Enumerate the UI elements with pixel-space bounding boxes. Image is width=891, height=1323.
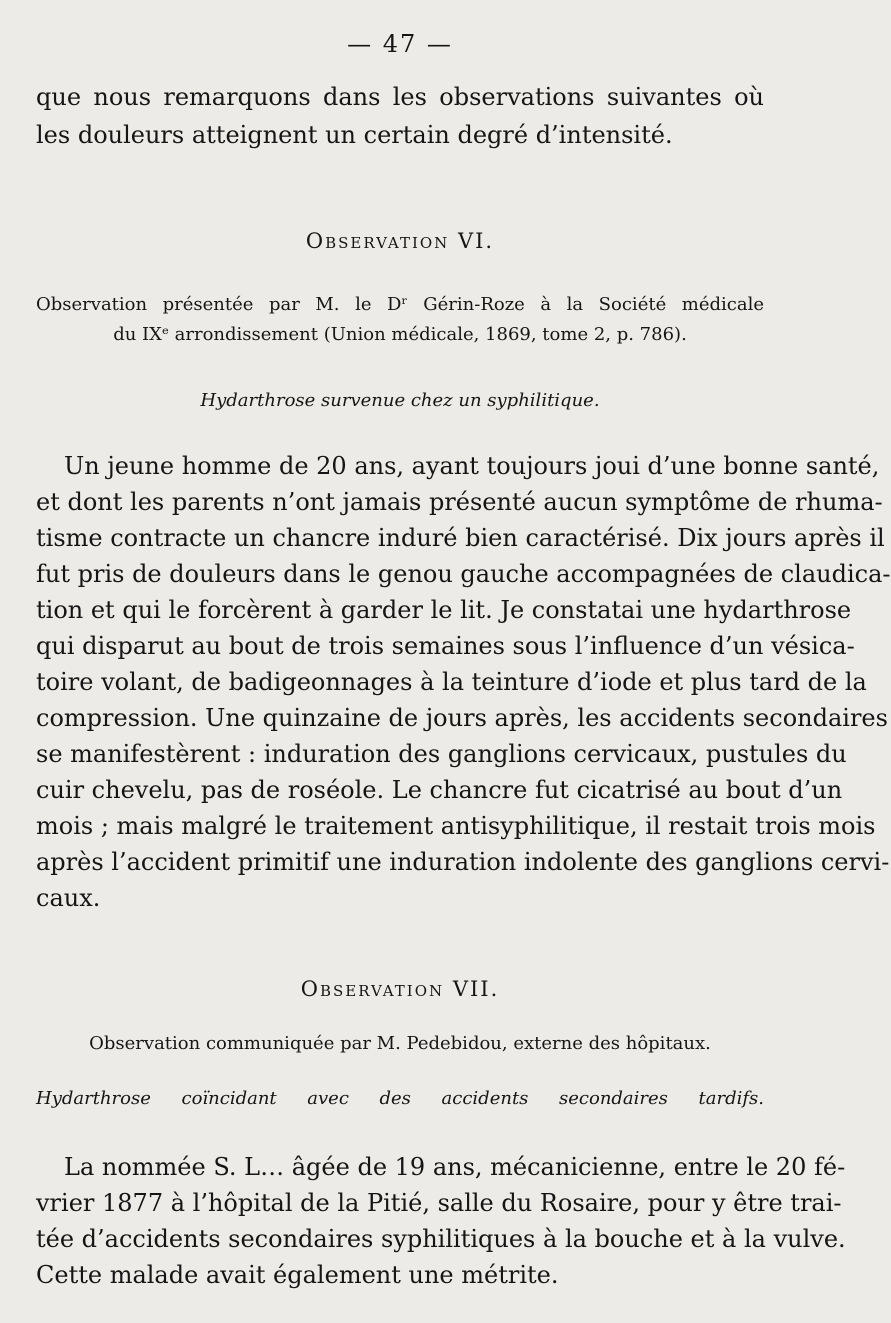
body-line: La nommée S. L… âgée de 19 ans, mécanicienne, entre le 20 fé-: [64, 1153, 846, 1181]
body-line: Cette malade avait également une métrite.: [36, 1261, 559, 1289]
body-line: caux.: [36, 884, 101, 912]
body-line: qui disparut au bout de trois semaines sous l’influence d’un vésica-: [36, 632, 855, 660]
body-line: tisme contracte un chancre induré bien caractérisé. Dix jours après il: [36, 524, 885, 552]
body-line: toire volant, de badigeonnages à la teinture d’iode et plus tard de la: [36, 668, 867, 696]
observation-7-subtitle: Hydarthrose coïncidant avec des accidents secondaires tardifs.: [36, 1088, 764, 1109]
body-line: et dont les parents n’ont jamais présenté aucun symptôme de rhuma-: [36, 488, 883, 516]
body-line: cuir chevelu, pas de roséole. Le chancre fut cicatrisé au bout d’un: [36, 776, 843, 804]
observation-6-source-line-2: du IXᵉ arrondissement (Union médicale, 1869, tome 2, p. 786).: [113, 324, 687, 345]
body-line: mois ; mais malgré le traitement antisyphilitique, il restait trois mois: [36, 812, 876, 840]
observation-6-source-line-1: Observation présentée par M. le Dʳ Gérin-Roze à la Société médicale: [36, 294, 764, 315]
intro-line-1: que nous remarquons dans les observations suivantes où: [36, 83, 764, 111]
body-line: compression. Une quinzaine de jours après, les accidents secondaires: [36, 704, 888, 732]
page-number: — 47 —: [347, 30, 453, 58]
intro-line-2: les douleurs atteignent un certain degré d’intensité.: [36, 121, 673, 149]
observation-7-heading: Observation VII.: [300, 977, 500, 1001]
body-line: vrier 1877 à l’hôpital de la Pitié, salle du Rosaire, pour y être trai-: [36, 1189, 842, 1217]
body-line: fut pris de douleurs dans le genou gauche accompagnées de claudica-: [36, 560, 891, 588]
body-line: tion et qui le forcèrent à garder le lit. Je constatai une hydarthrose: [36, 596, 852, 624]
body-line: se manifestèrent : induration des ganglions cervicaux, pustules du: [36, 740, 847, 768]
observation-6-subtitle: Hydarthrose survenue chez un syphilitique.: [200, 390, 600, 411]
observation-6-heading: Observation VI.: [305, 229, 495, 253]
body-line: tée d’accidents secondaires syphilitiques à la bouche et à la vulve.: [36, 1225, 846, 1253]
body-line: après l’accident primitif une induration indolente des ganglions cervi-: [36, 848, 890, 876]
observation-7-source: Observation communiquée par M. Pedebidou, externe des hôpitaux.: [89, 1033, 711, 1054]
body-line: Un jeune homme de 20 ans, ayant toujours joui d’une bonne santé,: [64, 452, 880, 480]
